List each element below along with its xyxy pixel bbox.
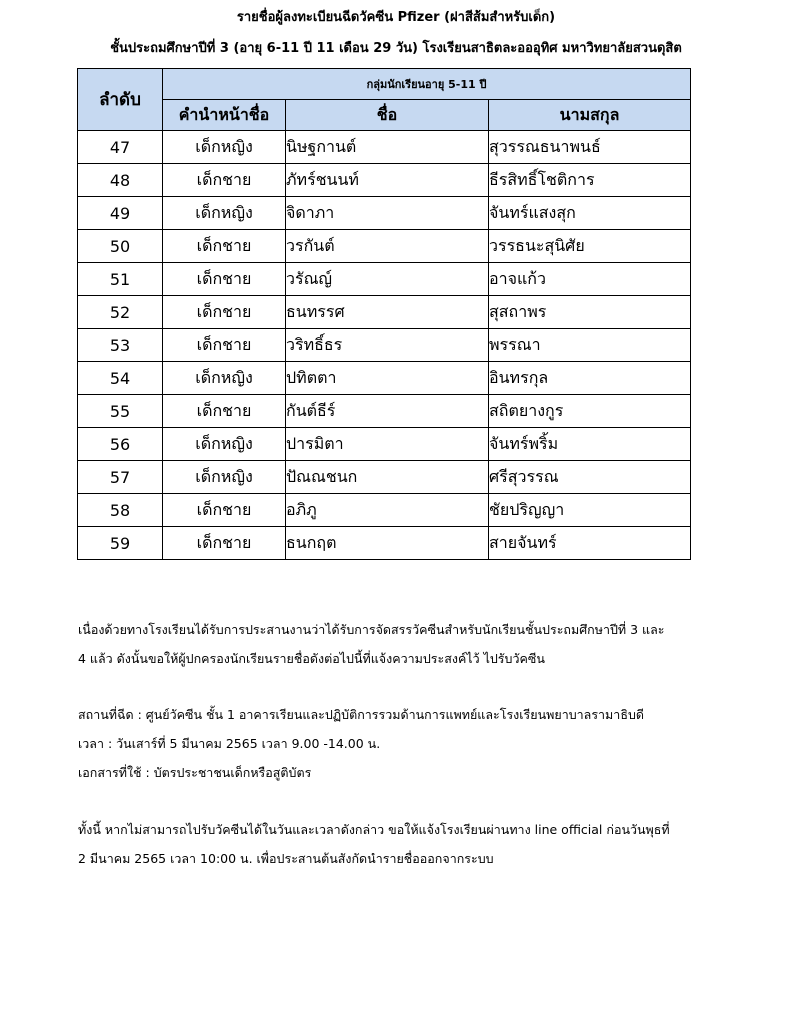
cell-last-name: พรรณา xyxy=(489,329,691,362)
cell-prefix: เด็กชาย xyxy=(163,230,286,263)
cell-prefix: เด็กชาย xyxy=(163,164,286,197)
cell-first-name: ปัณณชนก xyxy=(286,461,489,494)
cell-prefix: เด็กหญิง xyxy=(163,131,286,164)
notice-paragraph-1-line-2: 4 แล้ว ดังนั้นขอให้ผู้ปกครองนักเรียนรายชื่อดังต่อไปนี้ที่แจ้งความประสงค์ไว้ ไปรับวัคซีน xyxy=(78,651,545,666)
cell-first-name: ปารมิตา xyxy=(286,428,489,461)
cell-first-name: วรัณญ์ xyxy=(286,263,489,296)
cell-last-name: อาจแก้ว xyxy=(489,263,691,296)
cell-last-name: สุสถาพร xyxy=(489,296,691,329)
notice-paragraph-3-line-1: ทั้งนี้ หากไม่สามารถไปรับวัคซีนได้ในวันและเวลาดังกล่าว ขอให้แจ้งโรงเรียนผ่านทาง line official ก่อนวันพุธที่ xyxy=(78,822,670,837)
cell-prefix: เด็กชาย xyxy=(163,296,286,329)
cell-last-name: ศรีสุวรรณ xyxy=(489,461,691,494)
cell-first-name: กันต์ธีร์ xyxy=(286,395,489,428)
cell-last-name: อินทรกุล xyxy=(489,362,691,395)
cell-number: 53 xyxy=(78,329,163,362)
cell-number: 48 xyxy=(78,164,163,197)
cell-first-name: วริทธิ์ธร xyxy=(286,329,489,362)
cell-number: 55 xyxy=(78,395,163,428)
table-row xyxy=(78,164,691,197)
cell-number: 47 xyxy=(78,131,163,164)
cell-last-name: สถิตยางกูร xyxy=(489,395,691,428)
cell-number: 51 xyxy=(78,263,163,296)
column-header-prefix: คำนำหน้าชื่อ xyxy=(163,100,286,131)
cell-prefix: เด็กชาย xyxy=(163,263,286,296)
vaccination-place: สถานที่ฉีด : ศูนย์วัคซีน ชั้น 1 อาคารเรียนและปฏิบัติการรวมด้านการแพทย์และโรงเรียนพยาบาลรามาธิบดี xyxy=(78,707,644,722)
cell-number: 56 xyxy=(78,428,163,461)
cell-last-name: ธีรสิทธิ์โชติการ xyxy=(489,164,691,197)
cell-first-name: นิษฐกานต์ xyxy=(286,131,489,164)
table-row xyxy=(78,461,691,494)
cell-prefix: เด็กหญิง xyxy=(163,362,286,395)
notice-paragraph-1-line-1: เนื่องด้วยทางโรงเรียนได้รับการประสานงานว่าได้รับการจัดสรรวัคซีนสำหรับนักเรียนชั้นประถมศึกษาปีที่ 3 และ xyxy=(78,622,665,637)
cell-prefix: เด็กชาย xyxy=(163,494,286,527)
table-row xyxy=(78,329,691,362)
table-body xyxy=(78,131,691,560)
table-row xyxy=(78,197,691,230)
cell-number: 57 xyxy=(78,461,163,494)
cell-prefix: เด็กหญิง xyxy=(163,428,286,461)
required-documents: เอกสารที่ใช้ : บัตรประชาชนเด็กหรือสูติบัตร xyxy=(78,765,312,780)
cell-first-name: ปทิตตา xyxy=(286,362,489,395)
column-header-first-name: ชื่อ xyxy=(286,100,489,131)
cell-last-name: สุวรรณธนาพนธ์ xyxy=(489,131,691,164)
page-title: รายชื่อผู้ลงทะเบียนฉีดวัคซีน Pfizer (ฝาสีส้มสำหรับเด็ก) xyxy=(236,10,556,25)
table-row xyxy=(78,131,691,164)
cell-prefix: เด็กชาย xyxy=(163,329,286,362)
cell-number: 52 xyxy=(78,296,163,329)
page-subtitle: ชั้นประถมศึกษาปีที่ 3 (อายุ 6-11 ปี 11 เดือน 29 วัน) โรงเรียนสาธิตละอออุทิศ มหาวิทยาลัยสวนดุสิต xyxy=(110,41,682,56)
table-row xyxy=(78,527,691,560)
cell-first-name: ธนทรรศ xyxy=(286,296,489,329)
cell-first-name: วรกันต์ xyxy=(286,230,489,263)
cell-number: 54 xyxy=(78,362,163,395)
table-row xyxy=(78,263,691,296)
cell-prefix: เด็กหญิง xyxy=(163,461,286,494)
cell-last-name: จันทร์พริ้ม xyxy=(489,428,691,461)
cell-number: 50 xyxy=(78,230,163,263)
cell-number: 58 xyxy=(78,494,163,527)
cell-last-name: จันทร์แสงสุก xyxy=(489,197,691,230)
cell-prefix: เด็กหญิง xyxy=(163,197,286,230)
table-row xyxy=(78,296,691,329)
table-row xyxy=(78,362,691,395)
cell-first-name: จิดาภา xyxy=(286,197,489,230)
table-row xyxy=(78,428,691,461)
table-row xyxy=(78,395,691,428)
group-header: กลุ่มนักเรียนอายุ 5-11 ปี xyxy=(163,69,691,100)
table-row xyxy=(78,494,691,527)
cell-last-name: ชัยปริญญา xyxy=(489,494,691,527)
column-header-sequence: ลำดับ xyxy=(78,69,163,131)
cell-first-name: อภิภู xyxy=(286,494,489,527)
cell-first-name: ธนกฤต xyxy=(286,527,489,560)
cell-last-name: วรรธนะสุนิศัย xyxy=(489,230,691,263)
cell-prefix: เด็กชาย xyxy=(163,395,286,428)
vaccination-time: เวลา : วันเสาร์ที่ 5 มีนาคม 2565 เวลา 9.00 -14.00 น. xyxy=(78,736,381,751)
table-row xyxy=(78,230,691,263)
cell-number: 59 xyxy=(78,527,163,560)
cell-first-name: ภัทร์ชนนท์ xyxy=(286,164,489,197)
column-header-last-name: นามสกุล xyxy=(489,100,691,131)
registration-table xyxy=(77,68,691,560)
notice-paragraph-3-line-2: 2 มีนาคม 2565 เวลา 10:00 น. เพื่อประสานต้นสังกัดนำรายชื่อออกจากระบบ xyxy=(78,851,494,866)
cell-number: 49 xyxy=(78,197,163,230)
cell-prefix: เด็กชาย xyxy=(163,527,286,560)
cell-last-name: สายจันทร์ xyxy=(489,527,691,560)
